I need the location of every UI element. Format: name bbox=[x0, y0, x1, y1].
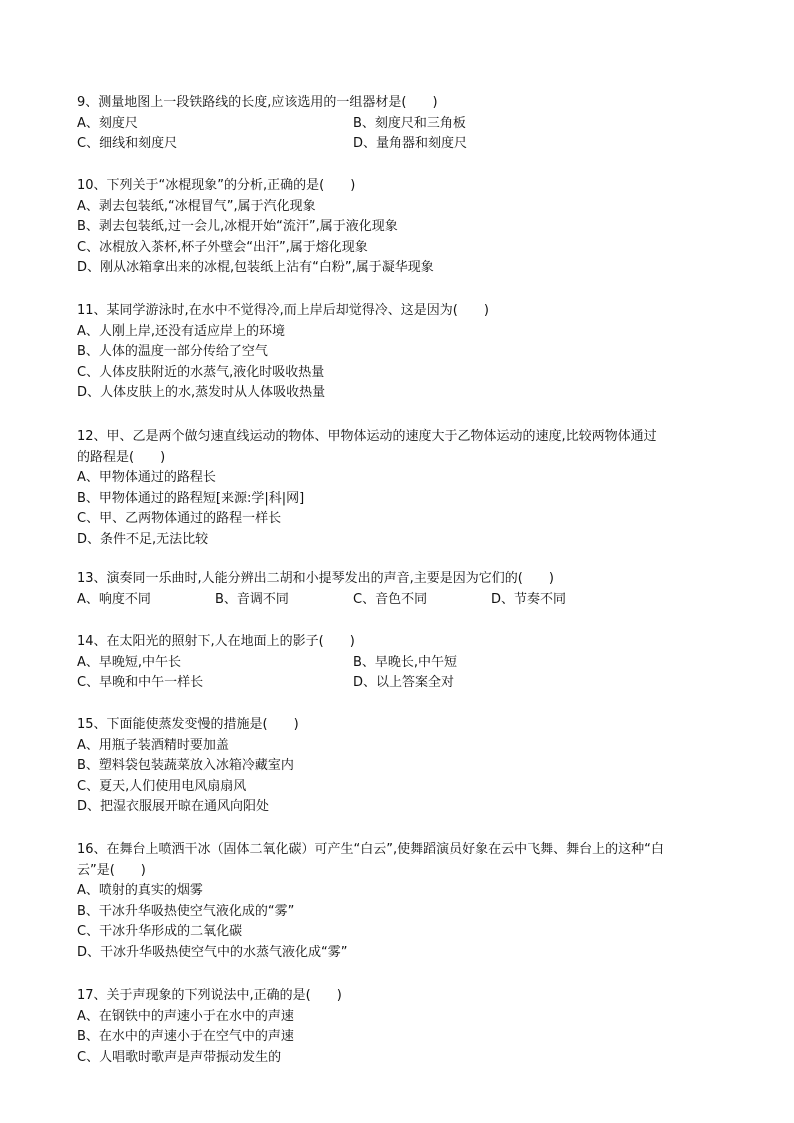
answer-option: B、刻度尺和三角板 bbox=[353, 115, 466, 131]
question-stem: 15、下面能使蒸发变慢的措施是( ) bbox=[77, 717, 299, 732]
answer-option: B、早晚长,中午短 bbox=[353, 654, 458, 670]
question-11 bbox=[77, 301, 727, 404]
question-12 bbox=[77, 427, 727, 551]
options-row bbox=[77, 114, 727, 135]
answer-option: B、剥去包装纸,过一会儿,冰棍开始“流汗”,属于液化现象 bbox=[77, 219, 398, 235]
answer-option: B、在水中的声速小于在空气中的声速 bbox=[77, 1029, 294, 1045]
answer-option: A、早晚短,中午长 bbox=[77, 654, 182, 670]
question-14 bbox=[77, 632, 727, 694]
question-13 bbox=[77, 569, 727, 610]
answer-option: A、喷射的真实的烟雾 bbox=[77, 883, 203, 899]
question-stem: 16、在舞台上喷洒干冰（固体二氧化碳）可产生“白云”,使舞蹈演员好象在云中飞舞、舞台上的这种“白 bbox=[77, 842, 664, 857]
question-stem: 云”是( ) bbox=[77, 862, 146, 878]
answer-option: B、甲物体通过的路程短[来源:学|科|网] bbox=[77, 490, 305, 506]
answer-option: B、干冰升华吸热使空气液化成的“雾” bbox=[77, 903, 295, 919]
answer-option: C、干冰升华形成的二氧化碳 bbox=[77, 924, 243, 940]
answer-option: C、冰棍放入茶杯,杯子外壁会“出汗”,属于熔化现象 bbox=[77, 239, 368, 255]
options-row bbox=[77, 590, 727, 611]
options-row bbox=[77, 653, 727, 674]
answer-option: A、响度不同 bbox=[77, 591, 151, 607]
answer-option: A、甲物体通过的路程长 bbox=[77, 470, 216, 486]
answer-option: C、细线和刻度尺 bbox=[77, 136, 178, 152]
question-10 bbox=[77, 176, 727, 279]
answer-option: C、人体皮肤附近的水蒸气,液化时吸收热量 bbox=[77, 364, 325, 380]
answer-option: C、早晚和中午一样长 bbox=[77, 675, 204, 691]
answer-option: D、量角器和刻度尺 bbox=[353, 136, 468, 152]
answer-option: B、人体的温度一部分传给了空气 bbox=[77, 344, 268, 360]
question-17 bbox=[77, 986, 727, 1068]
question-stem: 11、某同学游泳时,在水中不觉得冷,而上岸后却觉得冷、这是因为( ) bbox=[77, 303, 489, 318]
question-stem: 13、演奏同一乐曲时,人能分辨出二胡和小提琴发出的声音,主要是因为它们的( ) bbox=[77, 571, 554, 586]
question-stem: 的路程是( ) bbox=[77, 449, 166, 465]
answer-option: A、在钢铁中的声速小于在水中的声速 bbox=[77, 1008, 294, 1024]
answer-option: A、用瓶子装酒精时要加盖 bbox=[77, 737, 229, 753]
question-stem: 17、关于声现象的下列说法中,正确的是( ) bbox=[77, 988, 342, 1003]
question-stem: 14、在太阳光的照射下,人在地面上的影子( ) bbox=[77, 634, 355, 649]
answer-option: C、甲、乙两物体通过的路程一样长 bbox=[77, 511, 282, 527]
answer-option: D、刚从冰箱拿出来的冰棍,包装纸上沾有“白粉”,属于凝华现象 bbox=[77, 260, 434, 276]
answer-option: C、夏天,人们使用电风扇扇风 bbox=[77, 778, 247, 794]
question-16 bbox=[77, 840, 727, 964]
answer-option: D、干冰升华吸热使空气中的水蒸气液化成“雾” bbox=[77, 944, 348, 960]
answer-option: D、节奏不同 bbox=[491, 591, 567, 607]
answer-option: A、刻度尺 bbox=[77, 115, 138, 131]
answer-option: D、人体皮肤上的水,蒸发时从人体吸收热量 bbox=[77, 385, 326, 401]
question-stem: 10、下列关于“冰棍现象”的分析,正确的是( ) bbox=[77, 178, 356, 193]
answer-option: D、条件不足,无法比较 bbox=[77, 531, 209, 547]
answer-option: B、音调不同 bbox=[215, 591, 289, 607]
question-stem: 9、测量地图上一段铁路线的长度,应该选用的一组器材是( ) bbox=[77, 95, 438, 110]
answer-option: C、音色不同 bbox=[353, 591, 428, 607]
answer-option: A、剥去包装纸,“冰棍冒气”,属于汽化现象 bbox=[77, 198, 316, 214]
answer-option: D、把湿衣服展开晾在通风向阳处 bbox=[77, 799, 270, 815]
options-row bbox=[77, 673, 727, 694]
answer-option: D、以上答案全对 bbox=[353, 675, 455, 691]
options-row bbox=[77, 134, 727, 155]
answer-option: C、人唱歌时歌声是声带振动发生的 bbox=[77, 1049, 282, 1065]
question-stem: 12、甲、乙是两个做匀速直线运动的物体、甲物体运动的速度大于乙物体运动的速度,比较两物体通过 bbox=[77, 429, 657, 444]
answer-option: A、人刚上岸,还没有适应岸上的环境 bbox=[77, 323, 286, 339]
question-9 bbox=[77, 93, 727, 155]
answer-option: B、塑料袋包装蔬菜放入冰箱冷藏室内 bbox=[77, 758, 294, 774]
question-15 bbox=[77, 715, 727, 818]
